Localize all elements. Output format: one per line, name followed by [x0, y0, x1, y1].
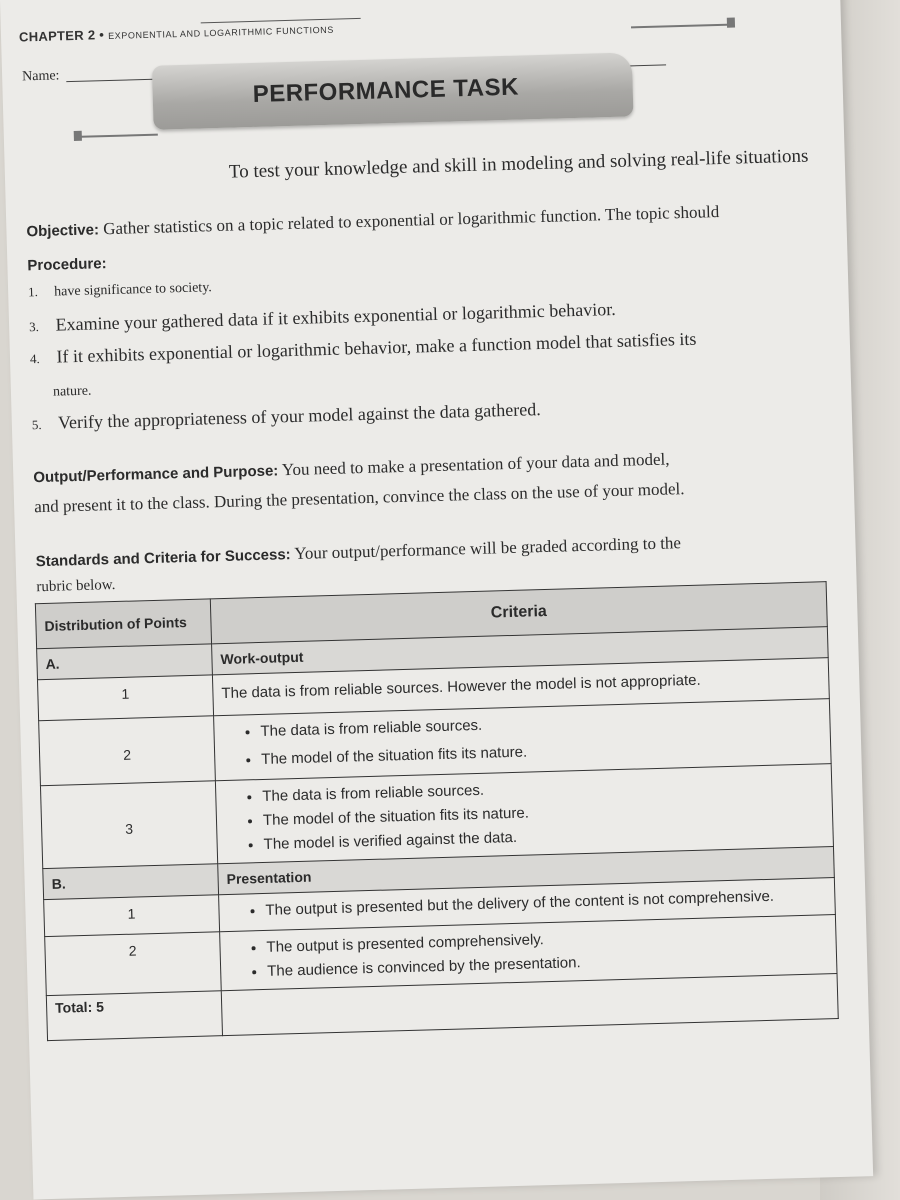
- criteria-bullet: • The model is verified against the data.: [263, 820, 824, 854]
- points-cell: 2: [45, 932, 222, 996]
- standards-line-1: Standards and Criteria for Success: Your output/performance will be graded according to the: [35, 533, 682, 571]
- section-letter: A.: [37, 644, 213, 680]
- section-letter: B.: [43, 864, 219, 900]
- procedure-item: 5. Verify the appropriateness of your model against the data gathered.: [31, 399, 541, 433]
- standards-label: Standards and Criteria for Success:: [35, 546, 291, 571]
- chapter-subtitle: EXPONENTIAL AND LOGARITHMIC FUNCTIONS: [107, 24, 335, 41]
- column-header-criteria: Criteria: [210, 582, 827, 644]
- points-cell: 1: [37, 675, 213, 721]
- criteria-bullet: • The model of the situation fits its nature.: [263, 796, 824, 830]
- criteria-bullet: • The data is from reliable sources.: [262, 772, 823, 806]
- objective-label: Objective:: [26, 221, 100, 241]
- section-title: Presentation: [218, 847, 835, 895]
- criteria-bullet: • The output is presented comprehensively.: [266, 923, 827, 957]
- points-cell: 2: [39, 716, 216, 786]
- total-label: Total:: [54, 998, 93, 1016]
- page-title: PERFORMANCE TASK: [252, 73, 520, 108]
- criteria-bullet: • The model of the situation fits its nature.: [261, 735, 822, 769]
- criteria-cell: The data is from reliable sources. However the model is not appropriate.: [212, 658, 829, 716]
- chapter-header: CHAPTER 2 • EXPONENTIAL AND LOGARITHMIC FUNCTIONS: [18, 24, 335, 45]
- objective-continuation: To test your knowledge and skill in modeling and solving real-life situations: [228, 145, 809, 183]
- procedure-item-continuation: nature.: [52, 383, 92, 400]
- banner-decoration-right: [631, 24, 731, 29]
- total-cell: [46, 991, 222, 1041]
- standards-line-2: rubric below.: [36, 577, 116, 596]
- objective-text: Gather statistics on a topic related to exponential or logarithmic function. The topic should: [102, 202, 720, 239]
- points-cell: 1: [44, 895, 220, 937]
- output-purpose-label: Output/Performance and Purpose:: [33, 462, 279, 487]
- output-purpose-line-1: Output/Performance and Purpose: You need to make a presentation of your data and model,: [33, 449, 670, 487]
- objective-line: [26, 202, 719, 241]
- procedure-item: 1. have significance to society.: [27, 280, 213, 300]
- criteria-bullet: • The audience is convinced by the presentation.: [267, 947, 828, 981]
- points-cell: 3: [40, 781, 217, 869]
- output-purpose-line-2: and present it to the class. During the presentation, convince the class on the use of your model.: [33, 479, 685, 517]
- title-banner: [152, 52, 634, 129]
- total-value: 5: [95, 998, 105, 1015]
- section-title: Work-output: [212, 627, 829, 675]
- banner-decoration-dot-right: [727, 17, 735, 27]
- procedure-item: 4. If it exhibits exponential or logarithmic behavior, make a function model that satisfies its: [29, 328, 697, 367]
- criteria-bullet: • The data is from reliable sources.: [260, 707, 821, 741]
- rubric-table: [35, 581, 839, 1041]
- procedure-label: Procedure:: [27, 255, 107, 275]
- procedure-item: 3. Examine your gathered data if it exhibits exponential or logarithmic behavior.: [28, 298, 616, 335]
- column-header-points: Distribution of Points: [35, 599, 211, 649]
- banner-decoration-left: [76, 134, 158, 138]
- name-label: Name:: [21, 68, 60, 85]
- criteria-bullet: • The output is presented but the delivery of the content is not comprehensive.: [265, 886, 826, 920]
- banner-decoration-dot-left: [74, 131, 82, 141]
